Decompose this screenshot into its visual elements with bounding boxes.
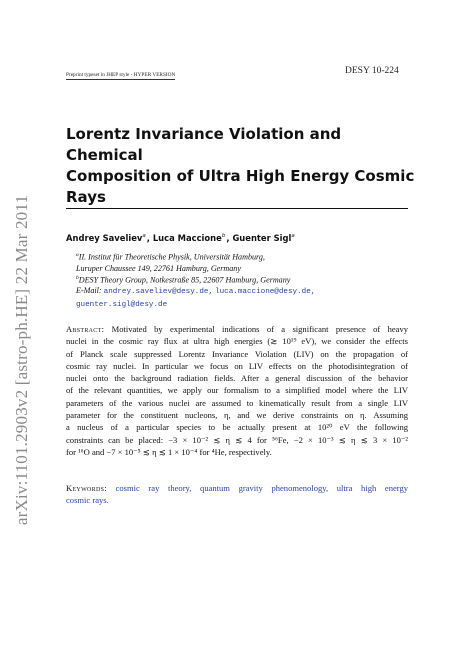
email-label: E-Mail: — [76, 286, 102, 295]
affiliation-mark: a — [76, 252, 79, 258]
affiliation-mark: b — [76, 275, 79, 281]
keywords — [66, 482, 408, 507]
affiliation-a — [76, 250, 265, 274]
abstract-line: parameters of the various nuclei are assumed to kinematically result from a single LIV — [66, 397, 408, 408]
author-mark: b — [221, 233, 226, 240]
arxiv-id: arXiv:1101.2903v2 [astro-ph.HE] 22 Mar 2011 — [12, 194, 31, 526]
author-mark: a — [142, 233, 146, 240]
arxiv-stamp — [2, 180, 42, 540]
email-block — [76, 285, 315, 311]
affiliation-line: II. Institut für Theoretische Physik, Universität Hamburg, — [78, 252, 265, 262]
keywords-heading: Keywords: — [66, 483, 107, 493]
affiliation-line: DESY Theory Group, Notkestraße 85, 22607 Hamburg, Germany — [78, 275, 291, 285]
abstract-heading: Abstract: — [66, 324, 105, 334]
keywords-link[interactable]: cosmic ray theory, quantum gravity phenomenology, ultra high energy — [115, 483, 408, 493]
abstract — [66, 323, 408, 458]
author-mark: a — [291, 233, 295, 240]
keywords-link[interactable]: cosmic rays. — [66, 495, 109, 506]
keywords-line — [66, 494, 408, 506]
abstract-line: parameter for the constituent nucleons, η, and we derive constraints on η. Assuming — [66, 410, 408, 421]
abstract-line: of the relevant quantities, we apply our formalism to a simplified model where the LIV — [66, 385, 408, 396]
abstract-line — [66, 323, 408, 335]
author-name: Guenter Sigl — [232, 233, 292, 243]
keywords-line — [66, 482, 408, 494]
paper-title — [66, 124, 416, 208]
abstract-line: nuclei onto the background radiation fields. After a general discussion of the behavior — [66, 373, 408, 384]
abstract-line: of Planck scale suppressed Lorentz Invariance Violation (LIV) on the propagation of — [66, 348, 408, 359]
author-list: Andrey Saveliev$^a$, Luca Maccione$^b$, Guenter Sigl$^a$ — [66, 233, 295, 243]
title-line: Composition of Ultra High Energy Cosmic — [66, 167, 415, 185]
abstract-line: nuclei in the cosmic ray flux at ultra high energies (≳ 10¹⁹ eV), we consider the effects — [66, 336, 408, 347]
affiliation-b — [76, 273, 290, 286]
title-line: Lorentz Invariance Violation and Chemical — [66, 125, 342, 164]
abstract-line: a nucleus of a particular species to be actually present at 10²⁰ eV the following — [66, 422, 408, 433]
title-rule — [66, 208, 408, 209]
abstract-line: constraints can be placed: −3 × 10⁻² ≲ η ≲ 4 for ⁵⁶Fe, −2 × 10⁻³ ≲ η ≲ 3 × 10⁻² — [66, 434, 408, 445]
email-link[interactable]: luca.maccione@desy.de, — [215, 288, 316, 296]
email-link[interactable]: andrey.saveliev@desy.de, — [103, 288, 214, 296]
preprint-note: Preprint typeset in JHEP style - HYPER VERSION — [66, 72, 176, 78]
report-number: DESY 10-224 — [345, 66, 399, 76]
title-line: Rays — [66, 188, 106, 206]
abstract-text: Motivated by experimental indications of a significant presence of heavy — [104, 324, 408, 334]
author-name: Andrey Saveliev — [66, 233, 143, 243]
abstract-line: for ¹⁶O and −7 × 10⁻⁵ ≲ η ≲ 1 × 10⁻⁴ for ⁴He, respectively. — [66, 446, 272, 457]
email-link[interactable]: guenter.sigl@desy.de — [76, 301, 168, 309]
author-name: Luca Maccione — [152, 233, 222, 243]
affiliation-line: Luruper Chaussee 149, 22761 Hamburg, Germany — [76, 263, 241, 273]
abstract-line: cosmic ray nuclei. In particular we focus on LIV effects on the photodisintegration of — [66, 360, 408, 371]
